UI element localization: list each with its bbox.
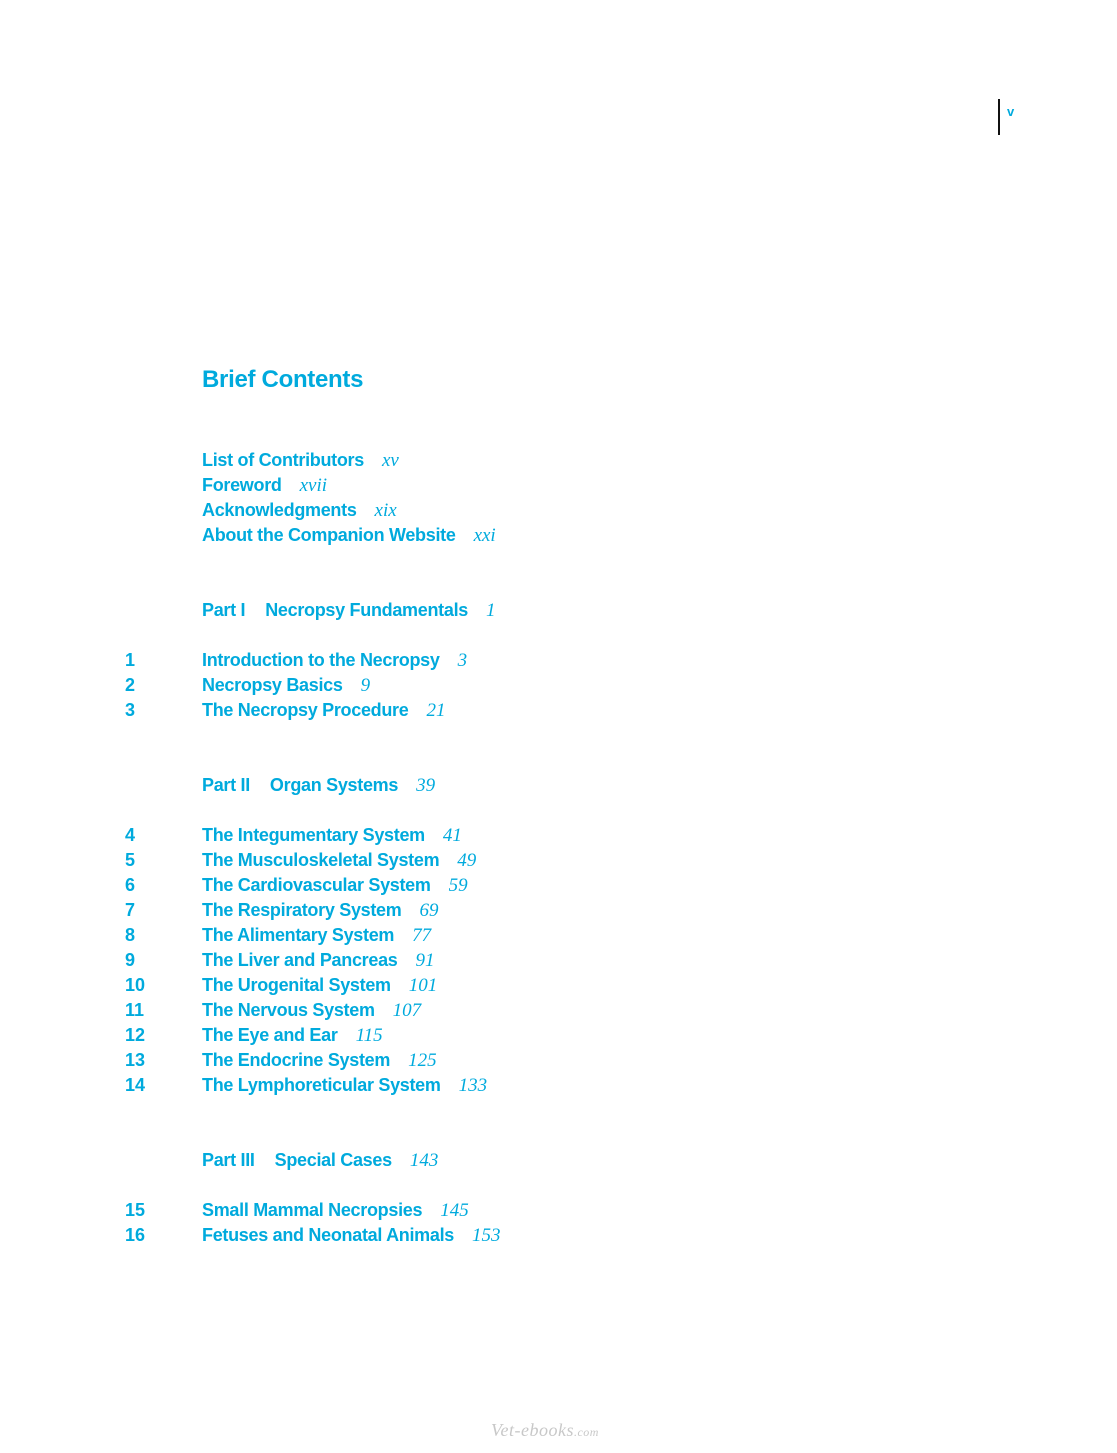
chapter-title: The Alimentary System [202,925,395,945]
chapter-title: The Respiratory System [202,900,402,920]
toc-entry-page: xvii [299,475,328,496]
chapter-title: The Endocrine System [202,1050,391,1070]
toc-entry-acknowledgments[interactable] [202,499,397,522]
toc-chapter-entry[interactable] [125,1199,469,1222]
toc-chapter-entry[interactable] [125,674,371,697]
chapter-number: 16 [125,1225,146,1245]
toc-part-heading[interactable] [202,774,435,797]
toc-chapter-entry[interactable] [125,899,439,922]
chapter-number: 14 [125,1075,146,1095]
chapter-title: The Musculoskeletal System [202,850,440,870]
chapter-number: 15 [125,1200,146,1220]
page-title: Brief Contents [202,366,364,393]
toc-chapter-entry[interactable] [125,1074,488,1097]
chapter-page: 77 [412,925,432,946]
part-page: 39 [416,775,436,796]
chapter-number: 1 [125,650,136,670]
chapter-title: The Urogenital System [202,975,391,995]
chapter-page: 41 [442,825,462,846]
toc-part-heading[interactable] [202,599,495,622]
chapter-number: 3 [125,700,136,720]
chapter-number: 8 [125,925,136,945]
chapter-page: 69 [419,900,439,921]
toc-part-heading[interactable] [202,1149,438,1172]
chapter-page: 9 [360,675,371,696]
toc-chapter-entry[interactable] [125,699,446,722]
toc-entry-list-of-contributors[interactable] [202,449,399,472]
part-title: Special Cases [274,1150,392,1170]
chapter-number: 11 [125,1000,145,1020]
chapter-page: 145 [440,1200,469,1221]
toc-entry-page: xix [374,500,397,521]
chapter-page: 21 [426,700,446,721]
toc-entry-label: List of Contributors [202,450,364,470]
toc-entry-foreword[interactable] [202,474,327,497]
chapter-title: Introduction to the Necropsy [202,650,440,670]
toc-entry-label: About the Companion Website [202,525,456,545]
part-title: Necropsy Fundamentals [265,600,468,620]
part-number: Part I [202,600,246,620]
chapter-number: 2 [125,675,136,695]
chapter-number: 5 [125,850,136,870]
toc-entry-companion-website[interactable] [202,524,496,547]
watermark-logo [491,1420,599,1441]
toc-chapter-entry[interactable] [125,999,422,1022]
chapter-page: 107 [392,1000,422,1021]
watermark-text: Vet-ebooks [491,1420,574,1440]
chapter-page: 59 [448,875,468,896]
part-page: 1 [485,600,496,621]
chapter-page: 125 [408,1050,437,1071]
chapter-page: 101 [408,975,438,996]
part-number: Part III [202,1150,255,1170]
chapter-page: 91 [415,950,435,971]
chapter-title: The Liver and Pancreas [202,950,398,970]
chapter-number: 4 [125,825,136,845]
chapter-page: 153 [472,1225,501,1246]
page-number: v [998,99,1014,135]
chapter-number: 10 [125,975,146,995]
chapter-page: 115 [355,1025,383,1046]
chapter-title: Fetuses and Neonatal Animals [202,1225,455,1245]
part-title: Organ Systems [269,775,399,795]
toc-entry-label: Foreword [202,475,282,495]
chapter-page: 3 [457,650,468,671]
toc-chapter-entry[interactable] [125,849,477,872]
toc-chapter-entry[interactable] [125,974,438,997]
chapter-title: The Lymphoreticular System [202,1075,441,1095]
chapter-title: The Integumentary System [202,825,425,845]
toc-entry-page: xxi [473,525,496,546]
toc-chapter-entry[interactable] [125,1049,437,1072]
chapter-number: 12 [125,1025,146,1045]
toc-chapter-entry[interactable] [125,949,435,972]
chapter-title: The Necropsy Procedure [202,700,409,720]
chapter-title: The Cardiovascular System [202,875,431,895]
chapter-number: 9 [125,950,136,970]
chapter-title: The Nervous System [202,1000,375,1020]
toc-chapter-entry[interactable] [125,874,468,897]
chapter-title: Necropsy Basics [202,675,343,695]
chapter-page: 133 [458,1075,488,1096]
toc-chapter-entry[interactable] [125,1024,383,1047]
chapter-number: 13 [125,1050,146,1070]
toc-entry-page: xv [381,450,399,471]
chapter-number: 7 [125,900,136,920]
watermark-suffix: .com [573,1425,599,1439]
toc-chapter-entry[interactable] [125,824,462,847]
chapter-number: 6 [125,875,136,895]
chapter-title: Small Mammal Necropsies [202,1200,423,1220]
toc-chapter-entry[interactable] [125,1224,501,1247]
part-number: Part II [202,775,250,795]
chapter-page: 49 [457,850,477,871]
part-page: 143 [409,1150,439,1171]
chapter-title: The Eye and Ear [202,1025,338,1045]
toc-entry-label: Acknowledgments [202,500,357,520]
toc-chapter-entry[interactable] [125,649,468,672]
toc-chapter-entry[interactable] [125,924,432,947]
